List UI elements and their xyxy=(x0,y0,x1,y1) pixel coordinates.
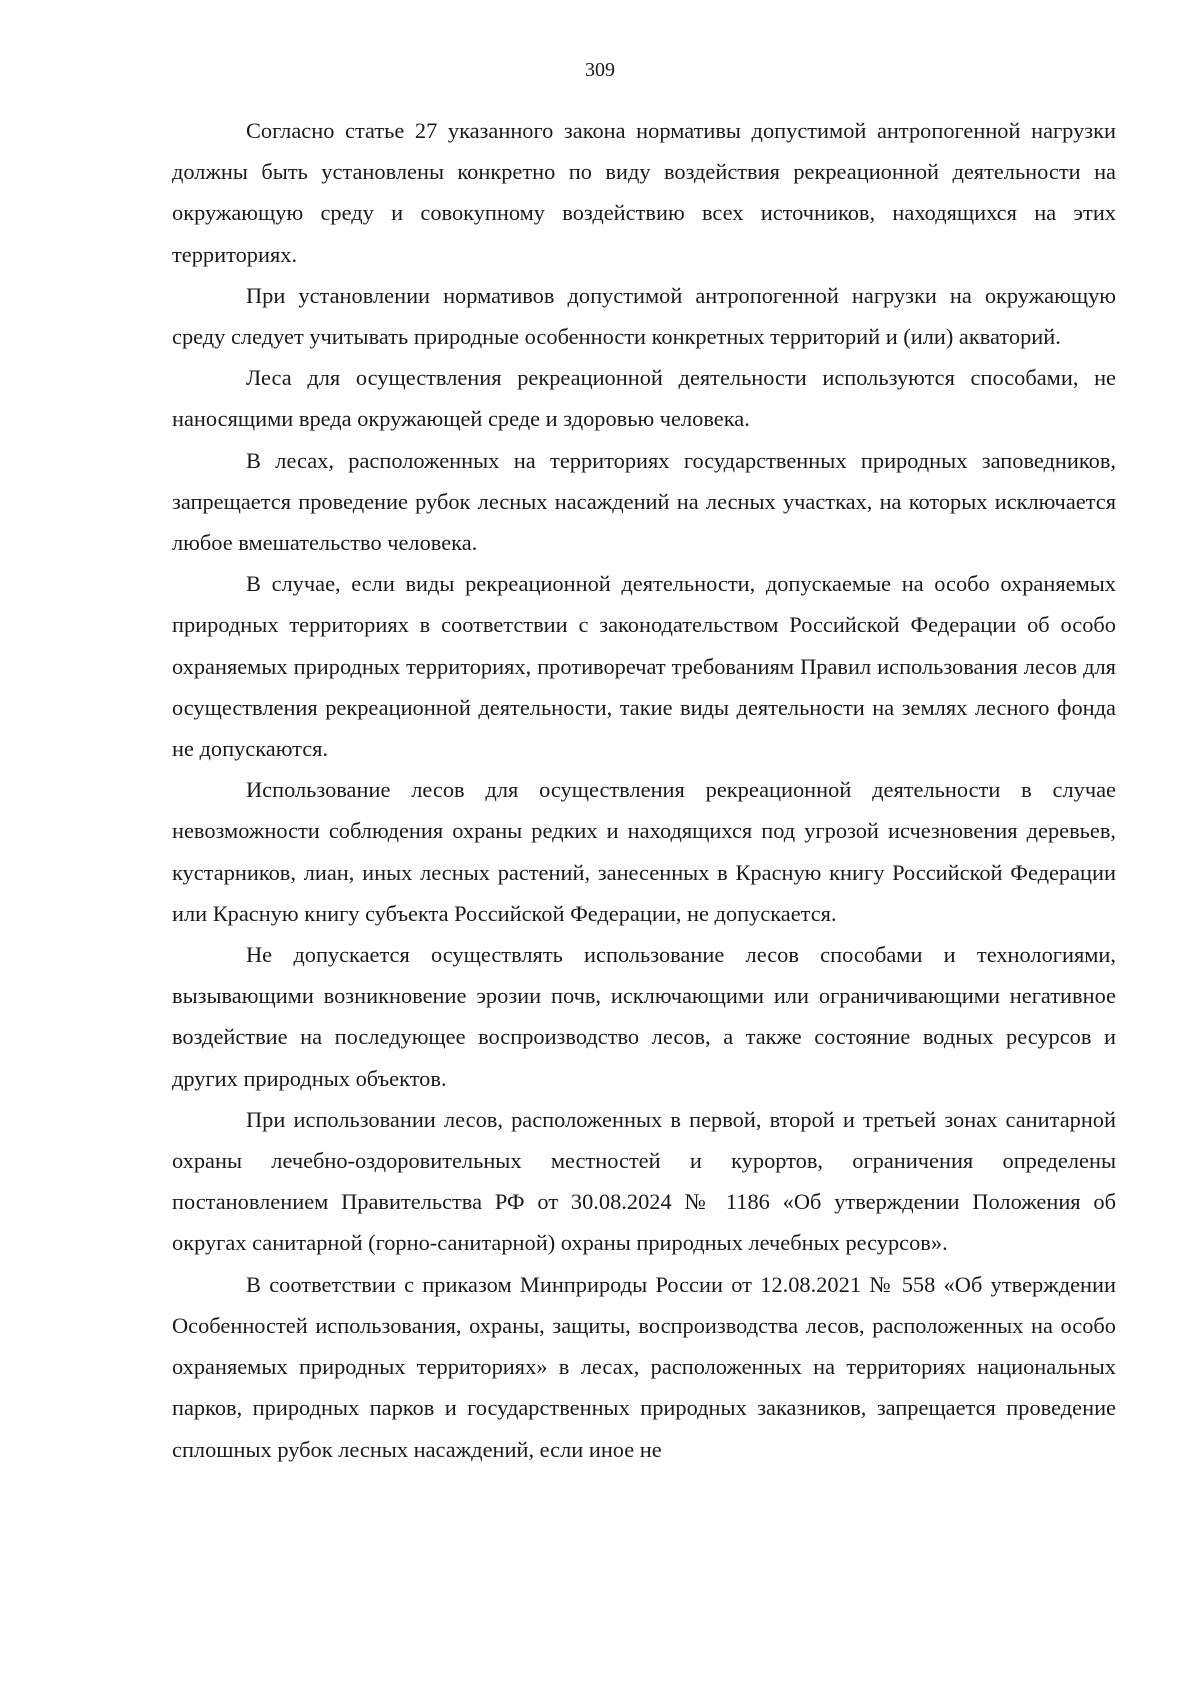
paragraph-article-27-norms: Согласно статье 27 указанного закона нормативы допустимой антропогенной нагрузки должны быть установлены конкретно по виду воздействия рекреационной деятельности на окружающую среду и совокупному воздействию всех источников, находящихся на этих территориях. xyxy=(172,118,1116,267)
paragraph-natural-features: При установлении нормативов допустимой антропогенной нагрузки на окружающую среду следует учитывать природные особенности конкретных территорий и (или) акваторий. xyxy=(172,282,1116,350)
document-body xyxy=(172,110,1116,1470)
page-number: 309 xyxy=(585,59,615,81)
paragraph-erosion: Не допускается осуществлять использование лесов способами и технологиями, вызывающими возникновение эрозии почв, исключающими или ограничивающими негативное воздействие на последующее воспроизводство лесов, а также состояние водных ресурсов и других природных объектов. xyxy=(172,942,1116,1091)
paragraph-order-558: В соответствии с приказом Минприроды России от 12.08.2021 № 558 «Об утверждении Особенностей использования, охраны, защиты, воспроизводства лесов, расположенных на особо охраняемых природных территориях» в лесах, расположенных на территориях национальных парков, природных парков и государственных природных заказников, запрещается проведение сплошных рубок лесных насаждений, если иное не xyxy=(172,1271,1116,1462)
paragraph-reserves-logging: В лесах, расположенных на территориях государственных природных заповедников, запрещается проведение рубок лесных насаждений на лесных участках, на которых исключается любое вмешательство человека. xyxy=(172,447,1116,556)
paragraph-sanitary-zones: При использовании лесов, расположенных в первой, второй и третьей зонах санитарной охраны лечебно-оздоровительных местностей и курортов, ограничения определены постановлением Правительства РФ от 30.08.2024 № 1186 «Об утверждении Положения об округах санитарной (горно-санитарной) охраны природных лечебных ресурсов». xyxy=(172,1106,1116,1256)
paragraph-recreation-methods: Леса для осуществления рекреационной деятельности используются способами, не наносящими вреда окружающей среде и здоровью человека. xyxy=(172,365,1116,432)
paragraph-red-book: Использование лесов для осуществления рекреационной деятельности в случае невозможности соблюдения охраны редких и находящихся под угрозой исчезновения деревьев, кустарников, лиан, иных лесных растений, занесенных в Красную книгу Российской Федерации или Красную книгу субъекта Российской Федерации, не допускается. xyxy=(172,777,1116,926)
paragraph-protected-areas: В случае, если виды рекреационной деятельности, допускаемые на особо охраняемых природных территориях в соответствии с законодательством Российской Федерации об особо охраняемых природных территориях, противоречат требованиям Правил использования лесов для осуществления рекреационной деятельности, такие виды деятельности на землях лесного фонда не допускаются. xyxy=(172,571,1116,762)
